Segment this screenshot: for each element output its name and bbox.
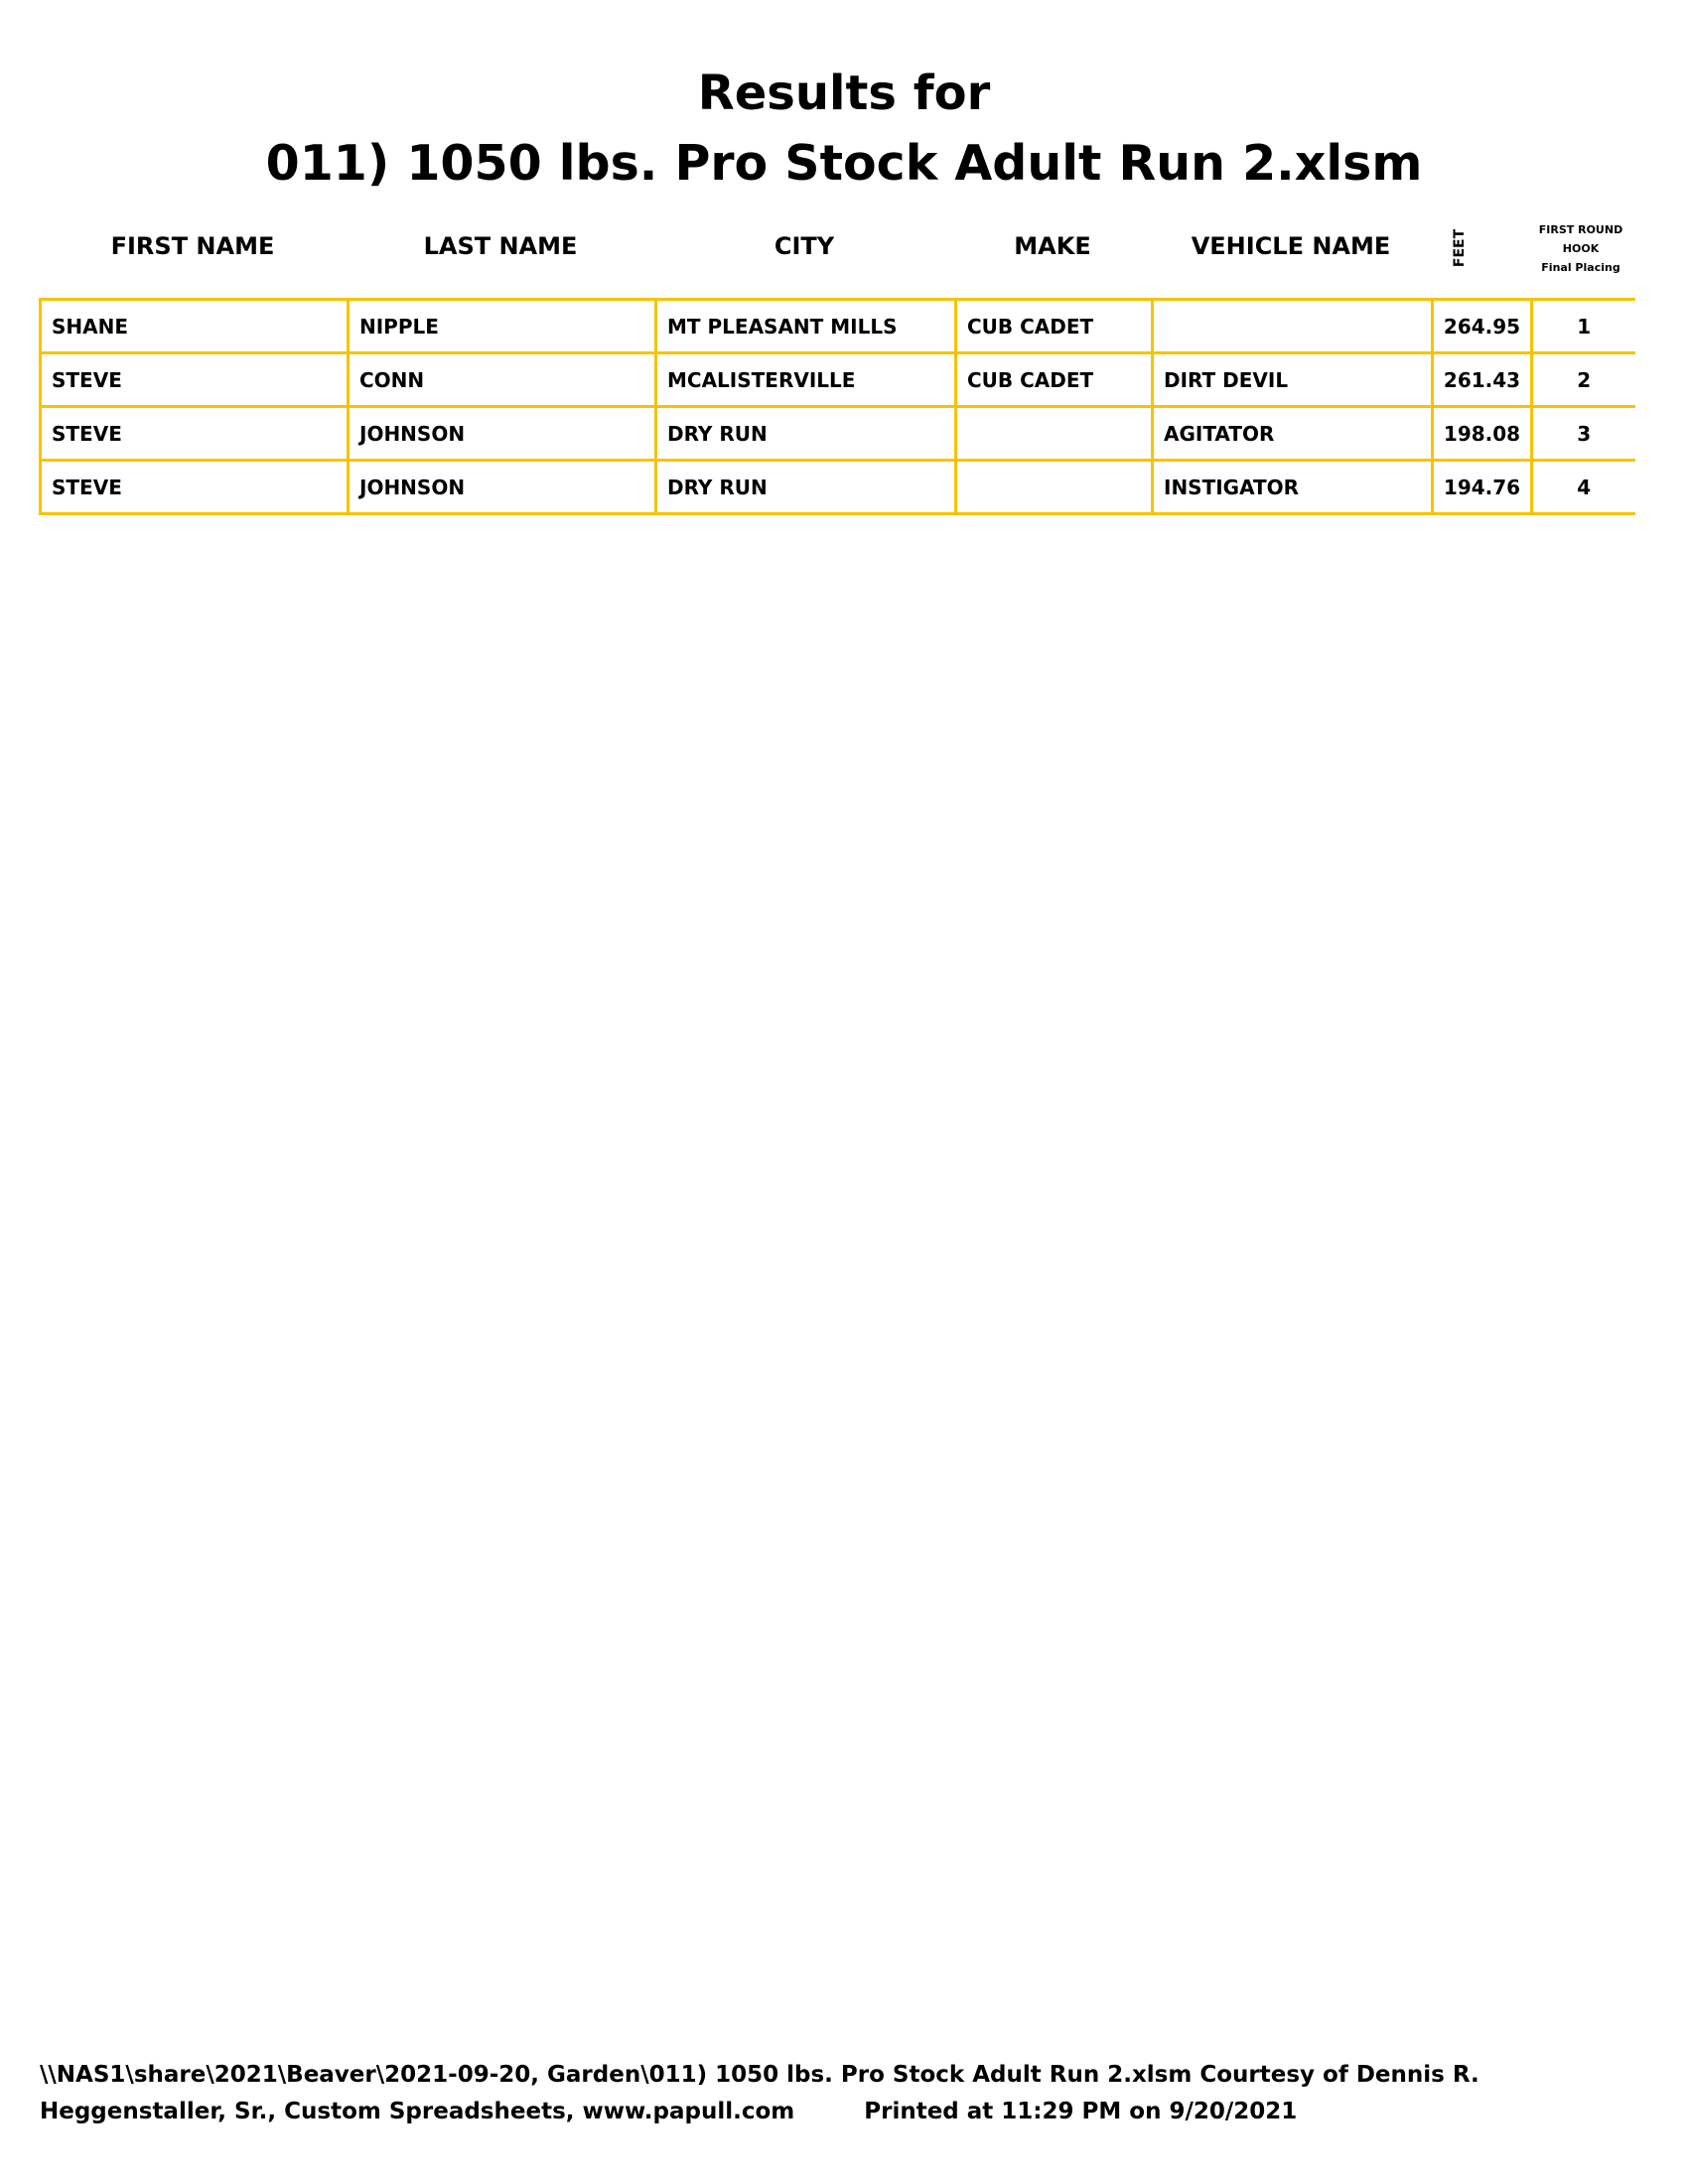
table-row	[41, 353, 1635, 407]
footer-credit: Heggenstaller, Sr., Custom Spreadsheets, www.papull.com	[40, 2099, 795, 2124]
table-row	[41, 300, 1635, 353]
header-first-name: FIRST NAME	[110, 232, 275, 260]
table-row	[41, 461, 1635, 514]
cell-city: DRY RUN	[656, 461, 956, 514]
cell-vehicle-name: INSTIGATOR	[1153, 461, 1433, 514]
cell-last-name: NIPPLE	[349, 300, 656, 353]
cell-feet: 194.76	[1433, 461, 1532, 514]
cell-last-name: JOHNSON	[349, 407, 656, 461]
cell-make	[956, 461, 1153, 514]
page-title: Results for	[697, 66, 991, 121]
cell-first-name: SHANE	[41, 300, 349, 353]
cell-vehicle-name	[1153, 300, 1433, 353]
cell-feet: 264.95	[1433, 300, 1532, 353]
cell-vehicle-name: AGITATOR	[1153, 407, 1433, 461]
cell-make	[956, 407, 1153, 461]
header-vehicle-name: VEHICLE NAME	[1191, 232, 1391, 260]
cell-placing: 4	[1532, 461, 1635, 514]
file-title: 011) 1050 lbs. Pro Stock Adult Run 2.xlsm	[265, 135, 1423, 192]
cell-city: DRY RUN	[656, 407, 956, 461]
cell-city: MCALISTERVILLE	[656, 353, 956, 407]
header-city: CITY	[774, 232, 835, 260]
results-table	[39, 298, 1635, 515]
cell-city: MT PLEASANT MILLS	[656, 300, 956, 353]
table-row	[41, 407, 1635, 461]
cell-placing: 2	[1532, 353, 1635, 407]
cell-first-name: STEVE	[41, 407, 349, 461]
header-hook-line1: FIRST ROUND	[1538, 223, 1623, 236]
cell-make: CUB CADET	[956, 300, 1153, 353]
footer-path-line: \\NAS1\share\2021\Beaver\2021-09-20, Garden\011) 1050 lbs. Pro Stock Adult Run 2.xlsm Courtesy of Dennis R.	[40, 2062, 1479, 2088]
cell-placing: 1	[1532, 300, 1635, 353]
footer	[40, 2057, 1479, 2130]
header-hook-line3: Final Placing	[1541, 261, 1620, 274]
cell-placing: 3	[1532, 407, 1635, 461]
cell-first-name: STEVE	[41, 461, 349, 514]
header-feet: FEET	[1452, 228, 1468, 268]
cell-make: CUB CADET	[956, 353, 1153, 407]
cell-feet: 198.08	[1433, 407, 1532, 461]
header-hook-final-placing	[1521, 220, 1640, 277]
footer-printed-timestamp: Printed at 11:29 PM on 9/20/2021	[864, 2099, 1298, 2124]
header-last-name: LAST NAME	[423, 232, 578, 260]
cell-vehicle-name: DIRT DEVIL	[1153, 353, 1433, 407]
cell-first-name: STEVE	[41, 353, 349, 407]
header-make: MAKE	[1014, 232, 1091, 260]
header-hook-line2: HOOK	[1562, 242, 1600, 255]
cell-last-name: CONN	[349, 353, 656, 407]
cell-feet: 261.43	[1433, 353, 1532, 407]
footer-credit-line	[40, 2094, 1479, 2130]
cell-last-name: JOHNSON	[349, 461, 656, 514]
